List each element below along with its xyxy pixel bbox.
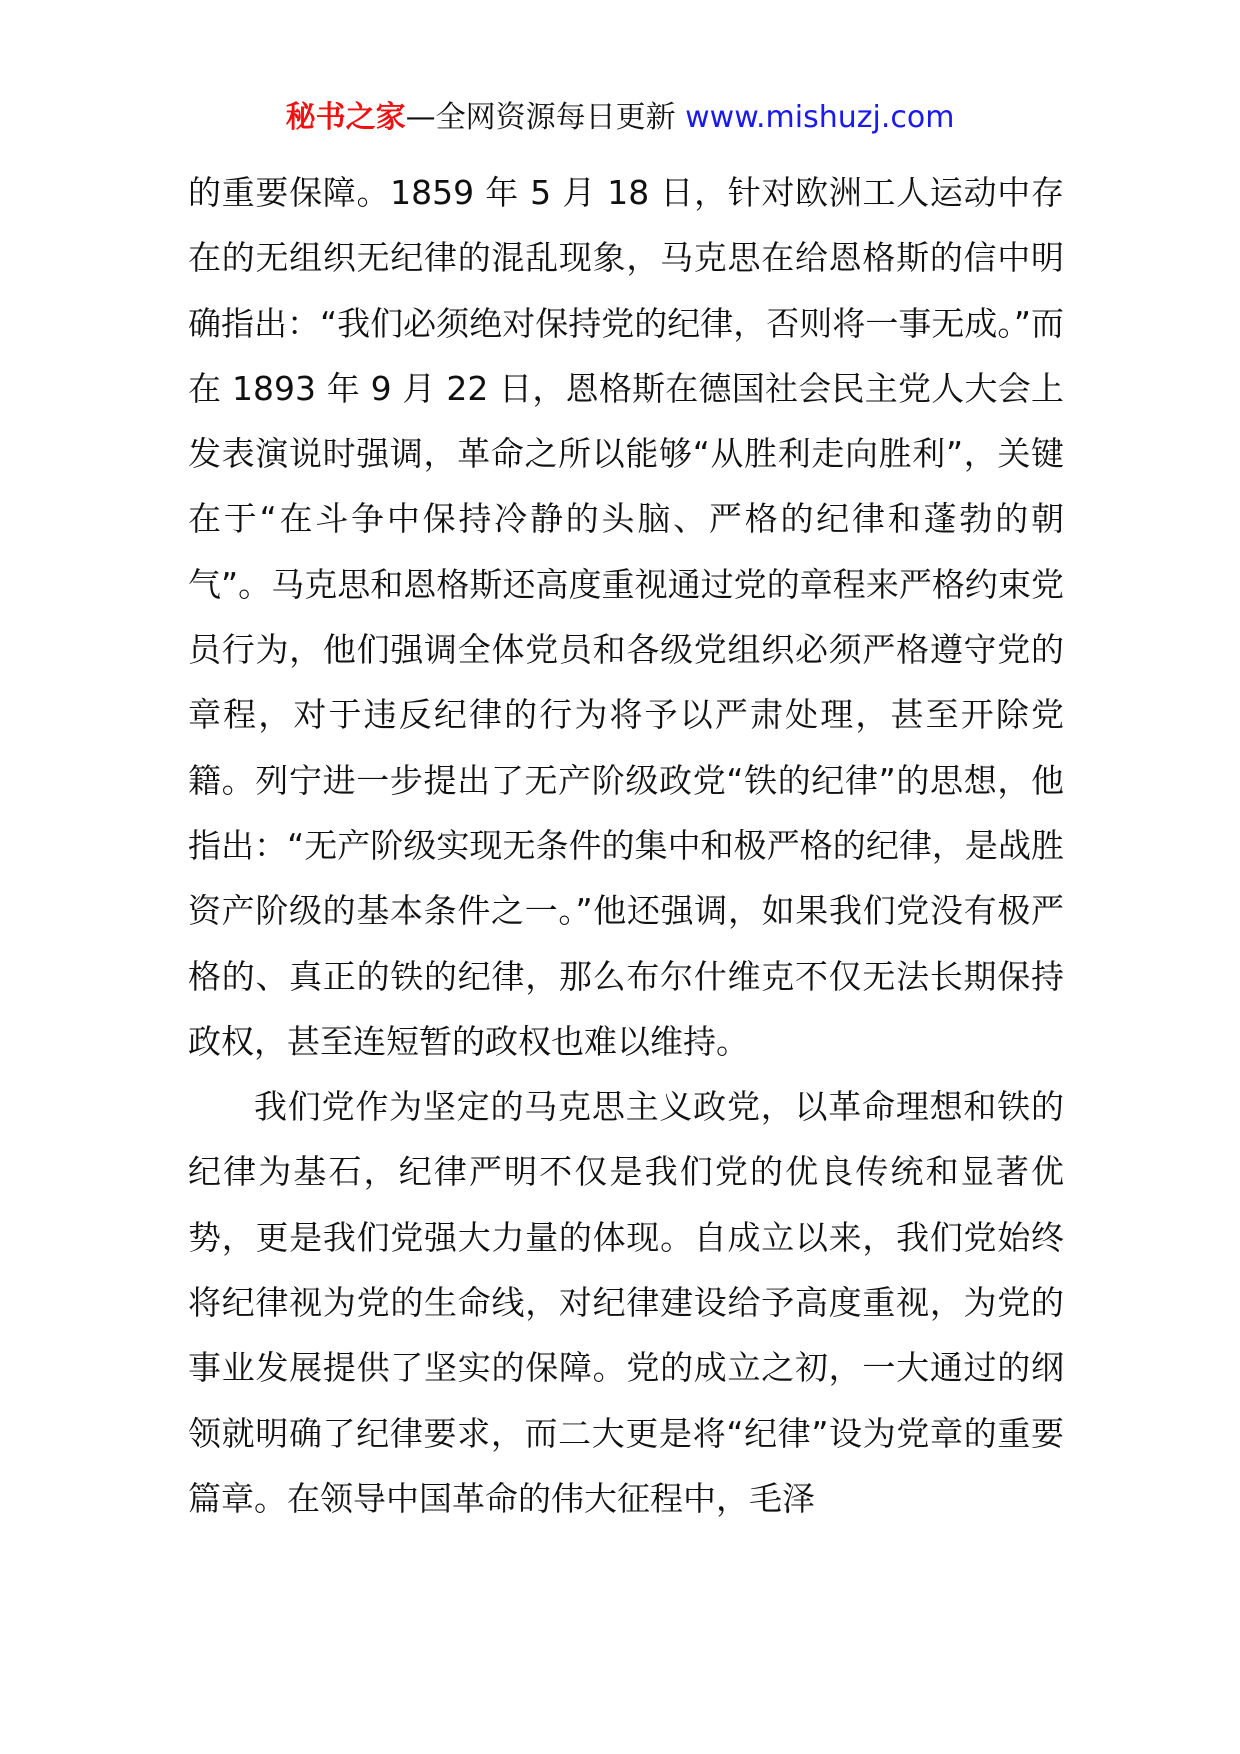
document-body — [188, 160, 1064, 1531]
paragraph-2: 我们党作为坚定的马克思主义政党，以革命理想和铁的纪律为基石，纪律严明不仅是我们党的优良传统和显著优势，更是我们党强大力量的体现。自成立以来，我们党始终将纪律视为党的生命线，对纪律建设给予高度重视，为党的事业发展提供了坚实的保障。党的成立之初，一大通过的纲领就明确了纪律要求，而二大更是将“纪律”设为党章的重要篇章。在领导中国革命的伟大征程中，毛泽 — [188, 1087, 1064, 1518]
site-brand: 秘书之家 — [285, 100, 406, 135]
site-url-link[interactable]: www.mishuzj.com — [685, 100, 955, 135]
site-tagline: —全网资源每日更新 — [405, 100, 686, 135]
page-header — [0, 98, 1240, 138]
paragraph-1: 的重要保障。1859 年 5 月 18 日，针对欧洲工人运动中存在的无组织无纪律的混乱现象，马克思在给恩格斯的信中明确指出：“我们必须绝对保持党的纪律，否则将一事无成。”而在 1893 年 9 月 22 日，恩格斯在德国社会民主党人大会上发表演说时强调，革命之所以能够“从胜利走向胜利”，关键在于“在斗争中保持冷静的头脑、严格的纪律和蓬勃的朝气”。马克思和恩格斯还高度重视通过党的章程来严格约束党员行为，他们强调全体党员和各级党组织必须严格遵守党的章程，对于违反纪律的行为将予以严肃处理，甚至开除党籍。列宁进一步提出了无产阶级政党“铁的纪律”的思想，他指出：“无产阶级实现无条件的集中和极严格的纪律，是战胜资产阶级的基本条件之一。”他还强调，如果我们党没有极严格的、真正的铁的纪律，那么布尔什维克不仅无法长期保持政权，甚至连短暂的政权也难以维持。 — [188, 173, 1064, 1061]
